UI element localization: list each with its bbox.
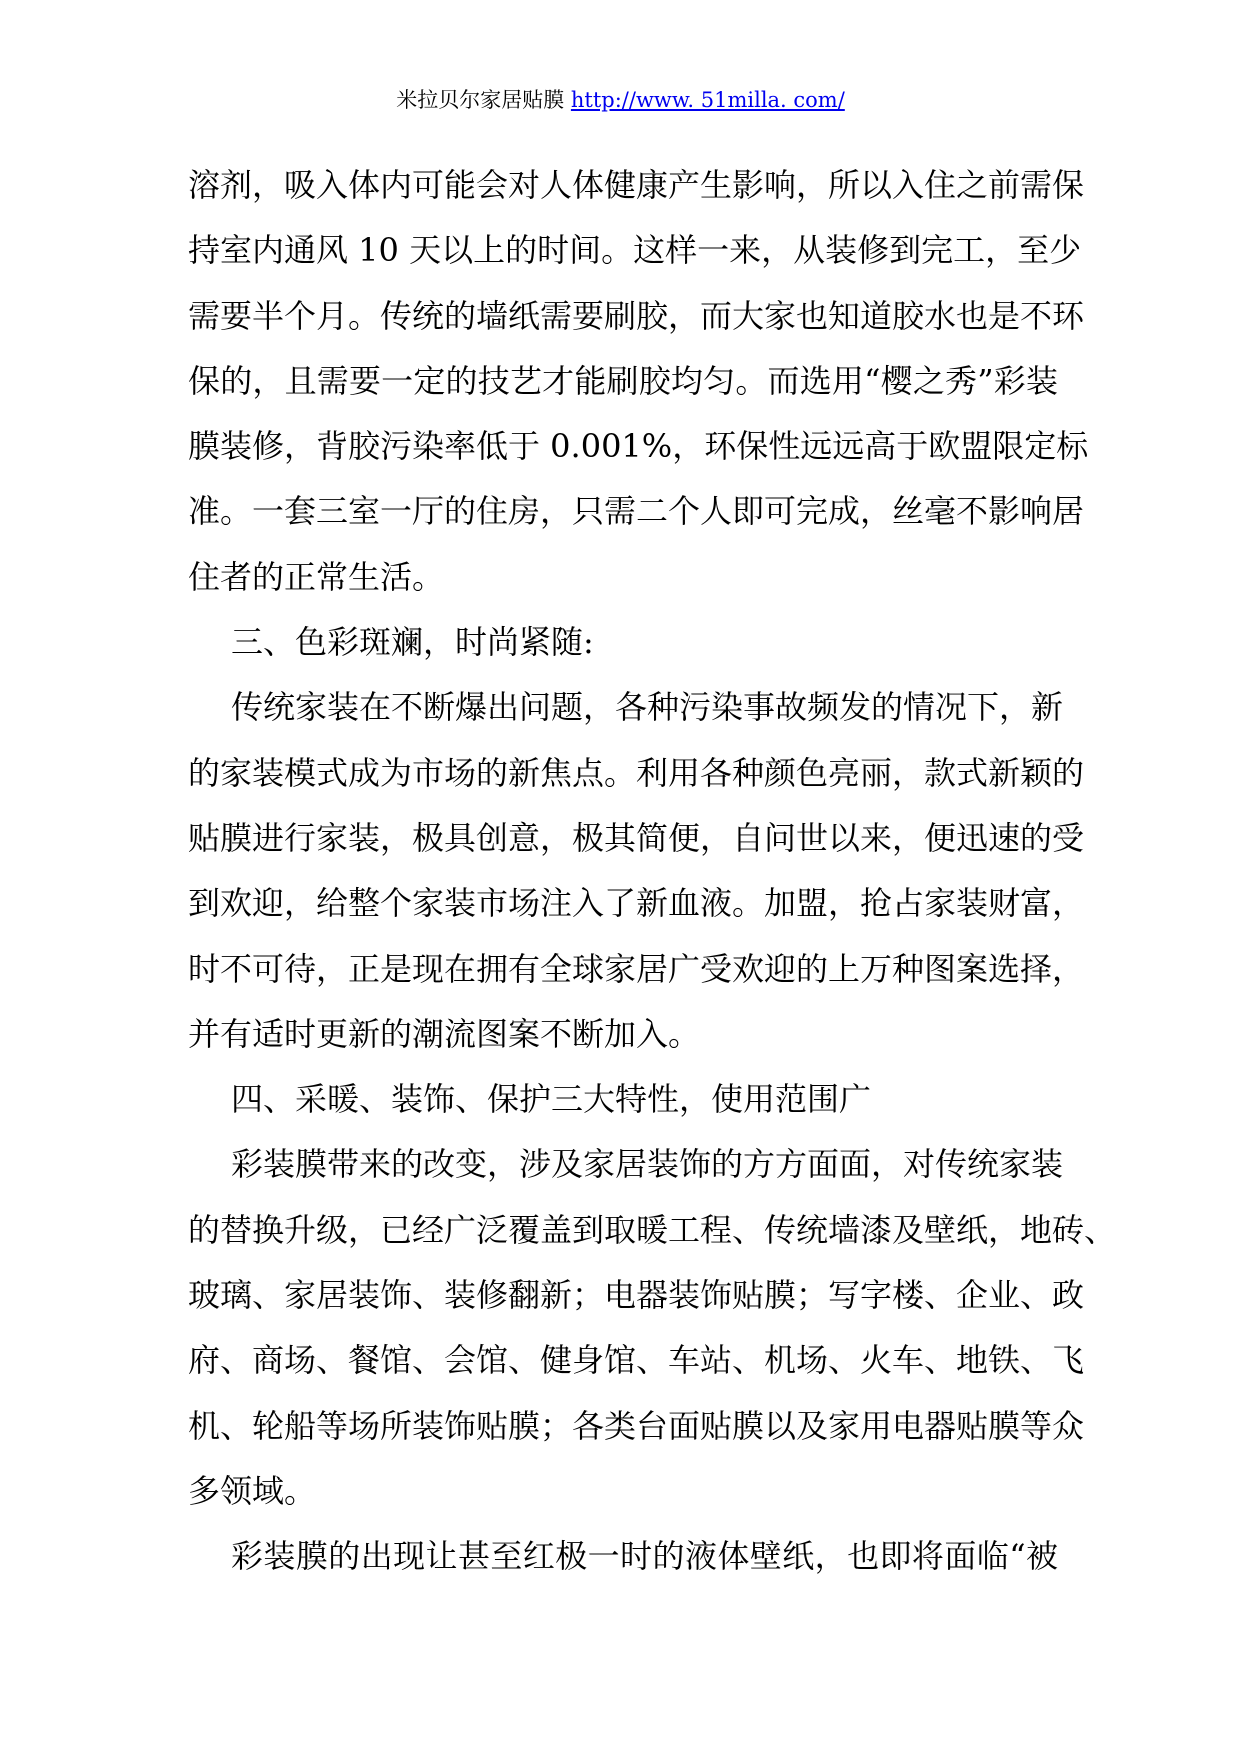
text-line: 溶剂，吸入体内可能会对人体健康产生影响，所以入住之前需保 xyxy=(188,166,1085,204)
text-line: 住者的正常生活。 xyxy=(188,557,445,596)
text-line: 保的，且需要一定的技艺才能刷胶均匀。而选用“樱之秀”彩装 xyxy=(188,361,1058,400)
text-line: 准。一套三室一厅的住房，只需二个人即可完成，丝毫不影响居 xyxy=(188,492,1085,531)
text-line: 持室内通风 10 天以上的时间。这样一来，从装修到完工，至少 xyxy=(188,231,1082,270)
page-header xyxy=(0,86,1241,114)
text-line: 膜装修，背胶污染率低于 0.001%，环保性远远高于欧盟限定标 xyxy=(188,427,1089,466)
text-line: 玻璃、家居装饰、装修翻新；电器装饰贴膜；写字楼、企业、政 xyxy=(188,1276,1085,1315)
text-line: 需要半个月。传统的墙纸需要刷胶，而大家也知道胶水也是不环 xyxy=(188,296,1085,335)
text-line: 时不可待，正是现在拥有全球家居广受欢迎的上万种图案选择， xyxy=(188,949,1085,988)
text-line: 机、轮船等场所装饰贴膜；各类台面贴膜以及家用电器贴膜等众 xyxy=(188,1406,1085,1445)
text-line: 传统家装在不断爆出问题，各种污染事故频发的情况下，新 xyxy=(231,688,1064,727)
section-heading: 三、色彩斑斓，时尚紧随: xyxy=(231,623,594,662)
text-line: 贴膜进行家装，极具创意，极其简便，自问世以来，便迅速的受 xyxy=(188,818,1085,857)
text-line: 府、商场、餐馆、会馆、健身馆、车站、机场、火车、地铁、飞 xyxy=(188,1341,1085,1380)
header-url-link[interactable]: http://www. 51milla. com/ xyxy=(570,88,845,112)
text-line: 多领域。 xyxy=(188,1471,317,1510)
text-line: 到欢迎，给整个家装市场注入了新血液。加盟，抢占家装财富， xyxy=(188,884,1085,923)
text-line: 的家装模式成为市场的新焦点。利用各种颜色亮丽，款式新颖的 xyxy=(188,753,1085,792)
text-line: 的替换升级，已经广泛覆盖到取暖工程、传统墙漆及壁纸，地砖、 xyxy=(188,1210,1117,1249)
section-heading: 四、采暖、装饰、保护三大特性，使用范围广 xyxy=(231,1080,872,1119)
text-line: 彩装膜的出现让甚至红极一时的液体壁纸，也即将面临“被 xyxy=(231,1537,1058,1576)
text-line: 彩装膜带来的改变，涉及家居装饰的方方面面，对传统家装 xyxy=(231,1145,1064,1184)
document-body xyxy=(188,157,1117,1594)
header-site-name: 米拉贝尔家居贴膜 xyxy=(396,88,565,112)
text-line: 并有适时更新的潮流图案不断加入。 xyxy=(188,1014,701,1053)
